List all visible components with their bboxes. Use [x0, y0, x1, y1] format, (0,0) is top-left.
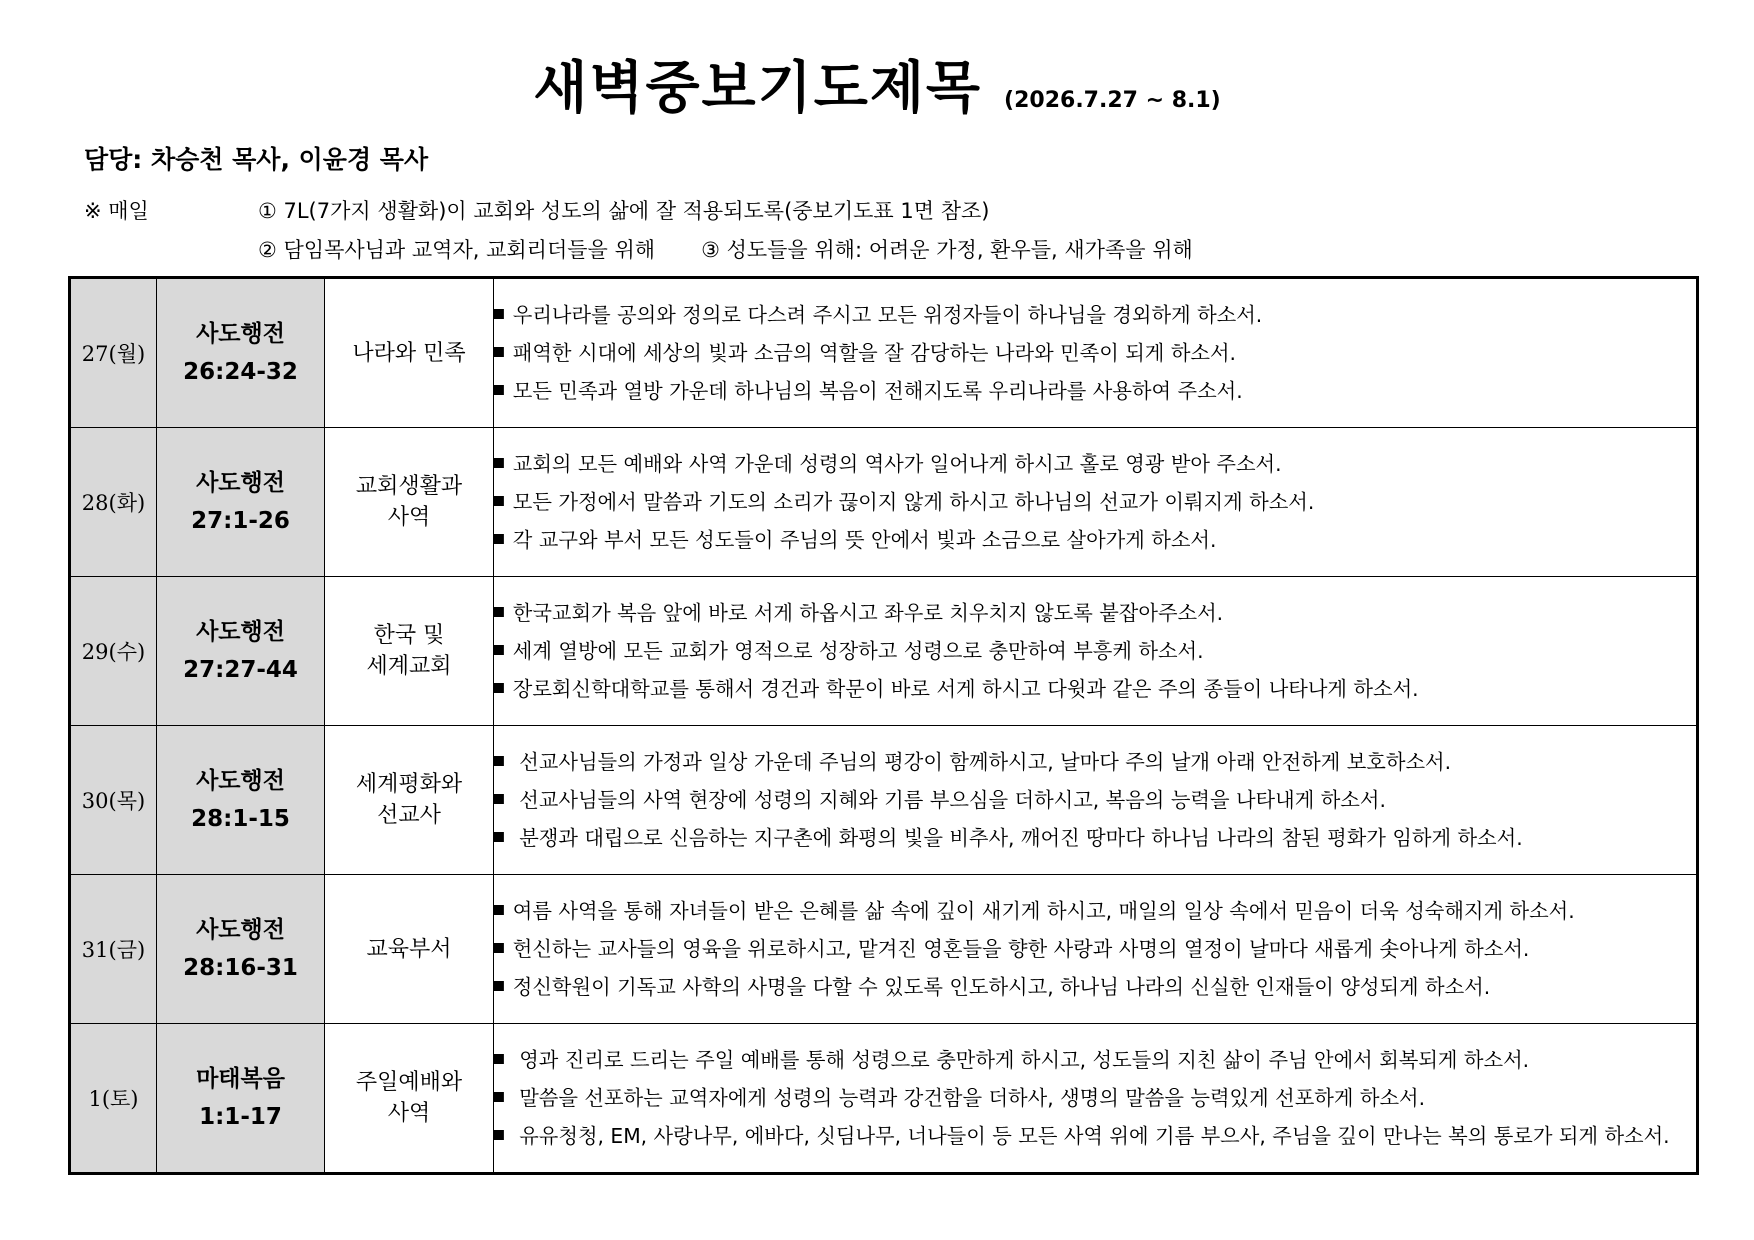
daily-line-1	[258, 195, 989, 225]
square-bullet-icon	[494, 1130, 504, 1140]
prayer-item-text: 영과 진리로 드리는 주일 예배를 통해 성령으로 충만하게 하시고, 성도들의 지친 삶이 주님 안에서 회복되게 하소서.	[512, 1048, 1530, 1072]
topic-cell	[325, 278, 494, 428]
prayer-item-text: 말씀을 선포하는 교역자에게 성령의 능력과 강건함을 더하사, 생명의 말씀을 능력있게 선포하게 하소서.	[512, 1086, 1426, 1110]
prayer-item	[494, 632, 1682, 670]
topic-cell	[325, 577, 494, 726]
day-cell: 31(금)	[70, 875, 157, 1024]
prayer-item	[494, 372, 1682, 410]
prayer-item	[494, 483, 1682, 521]
prayer-item	[494, 445, 1682, 483]
topic-cell	[325, 1024, 494, 1174]
topic-line-1: 주일예배와	[355, 1070, 463, 1095]
prayer-item	[494, 892, 1682, 930]
square-bullet-icon	[494, 905, 504, 915]
prayer-items-cell	[494, 1024, 1698, 1174]
topic-cell	[325, 875, 494, 1024]
prayer-item-text: 우리나라를 공의와 정의로 다스려 주시고 모든 위정자들이 하나님을 경외하게 하소서.	[512, 303, 1263, 327]
pastors-in-charge: 담당: 차승천 목사, 이윤경 목사	[84, 145, 429, 174]
square-bullet-icon	[494, 496, 504, 506]
scripture-cell	[157, 278, 325, 428]
topic-line-2: 선교사	[377, 803, 441, 828]
page-header	[0, 44, 1754, 124]
square-bullet-icon	[494, 1092, 504, 1102]
scripture-reference: 26:24-32	[183, 359, 298, 385]
table-row	[70, 1024, 1698, 1174]
prayer-item	[494, 296, 1682, 334]
prayer-item-text: 교회의 모든 예배와 사역 가운데 성령의 역사가 일어나게 하시고 홀로 영광 받아 주소서.	[512, 452, 1282, 476]
square-bullet-icon	[494, 794, 504, 804]
daily-label: ※ 매일	[84, 199, 149, 223]
square-bullet-icon	[494, 1054, 504, 1064]
prayer-item-text: 패역한 시대에 세상의 빛과 소금의 역할을 잘 감당하는 나라와 민족이 되게 하소서.	[512, 341, 1236, 365]
scripture-cell	[157, 875, 325, 1024]
prayer-item-text: 세계 열방에 모든 교회가 영적으로 성장하고 성령으로 충만하여 부흥케 하소서.	[512, 639, 1204, 663]
prayer-item-text: 선교사님들의 사역 현장에 성령의 지혜와 기름 부으심을 더하시고, 복음의 능력을 나타내게 하소서.	[512, 788, 1386, 812]
table-row	[70, 278, 1698, 428]
scripture-reference: 1:1-17	[199, 1104, 282, 1130]
square-bullet-icon	[494, 683, 504, 693]
square-bullet-icon	[494, 645, 504, 655]
day-cell: 27(월)	[70, 278, 157, 428]
table-row	[70, 726, 1698, 875]
prayer-items-cell	[494, 726, 1698, 875]
prayer-item-text: 모든 가정에서 말씀과 기도의 소리가 끊이지 않게 하시고 하나님의 선교가 이뤄지게 하소서.	[512, 490, 1315, 514]
square-bullet-icon	[494, 458, 504, 468]
table-row	[70, 577, 1698, 726]
square-bullet-icon	[494, 309, 504, 319]
topic-line-2: 사역	[387, 505, 431, 530]
prayer-item-text: 분쟁과 대립으로 신음하는 지구촌에 화평의 빛을 비추사, 깨어진 땅마다 하나님 나라의 참된 평화가 임하게 하소서.	[512, 826, 1523, 850]
prayer-items-cell	[494, 577, 1698, 726]
scripture-book: 마태복음	[196, 1066, 285, 1092]
daily-item-3: ③ 성도들을 위해: 어려운 가정, 환우들, 새가족을 위해	[701, 238, 1193, 262]
prayer-table-body	[70, 278, 1698, 1174]
topic-line-1: 세계평화와	[355, 772, 463, 797]
prayer-items-cell	[494, 875, 1698, 1024]
scripture-reference: 28:1-15	[191, 806, 290, 832]
prayer-item-text: 한국교회가 복음 앞에 바로 서게 하옵시고 좌우로 치우치지 않도록 붙잡아주소서.	[512, 601, 1224, 625]
prayer-schedule-table	[68, 276, 1699, 1175]
scripture-book: 사도행전	[196, 768, 285, 794]
square-bullet-icon	[494, 832, 504, 842]
prayer-item	[494, 1117, 1682, 1155]
square-bullet-icon	[494, 981, 504, 991]
topic-line-1: 나라와 민족	[352, 340, 466, 366]
prayer-item	[494, 334, 1682, 372]
prayer-item	[494, 819, 1682, 857]
prayer-item	[494, 521, 1682, 559]
topic-line-1: 한국 및	[373, 623, 445, 648]
prayer-item-text: 여름 사역을 통해 자녀들이 받은 은혜를 삶 속에 깊이 새기게 하시고, 매일의 일상 속에서 믿음이 더욱 성숙해지게 하소서.	[512, 899, 1575, 923]
topic-line-1: 교회생활과	[355, 474, 463, 499]
prayer-item-text: 각 교구와 부서 모든 성도들이 주님의 뜻 안에서 빛과 소금으로 살아가게 하소서.	[512, 528, 1217, 552]
scripture-cell	[157, 428, 325, 577]
topic-line-2: 사역	[387, 1101, 431, 1126]
prayer-item	[494, 670, 1682, 708]
scripture-cell	[157, 577, 325, 726]
daily-item-1: ① 7L(7가지 생활화)이 교회와 성도의 삶에 잘 적용되도록(중보기도표 1면 참조)	[258, 199, 990, 223]
prayer-item-text: 선교사님들의 가정과 일상 가운데 주님의 평강이 함께하시고, 날마다 주의 날개 아래 안전하게 보호하소서.	[512, 750, 1452, 774]
prayer-item-text: 모든 민족과 열방 가운데 하나님의 복음이 전해지도록 우리나라를 사용하여 주소서.	[512, 379, 1243, 403]
day-cell: 30(목)	[70, 726, 157, 875]
prayer-item	[494, 930, 1682, 968]
scripture-reference: 28:16-31	[183, 955, 298, 981]
prayer-item	[494, 594, 1682, 632]
prayer-item	[494, 1079, 1682, 1117]
square-bullet-icon	[494, 756, 504, 766]
scripture-reference: 27:1-26	[191, 508, 290, 534]
prayer-item	[494, 743, 1682, 781]
page-title: 새벽중보기도제목	[533, 56, 983, 121]
scripture-book: 사도행전	[196, 321, 285, 347]
topic-line-1: 교육부서	[366, 936, 452, 962]
prayer-item-text: 정신학원이 기독교 사학의 사명을 다할 수 있도록 인도하시고, 하나님 나라의 신실한 인재들이 양성되게 하소서.	[512, 975, 1491, 999]
square-bullet-icon	[494, 534, 504, 544]
day-cell: 28(화)	[70, 428, 157, 577]
prayer-item	[494, 968, 1682, 1006]
day-cell: 29(수)	[70, 577, 157, 726]
scripture-book: 사도행전	[196, 917, 285, 943]
scripture-reference: 27:27-44	[183, 657, 298, 683]
topic-cell	[325, 428, 494, 577]
scripture-cell	[157, 726, 325, 875]
scripture-book: 사도행전	[196, 619, 285, 645]
topic-cell	[325, 726, 494, 875]
square-bullet-icon	[494, 943, 504, 953]
square-bullet-icon	[494, 347, 504, 357]
prayer-items-cell	[494, 278, 1698, 428]
square-bullet-icon	[494, 607, 504, 617]
prayer-item-text: 헌신하는 교사들의 영육을 위로하시고, 맡겨진 영혼들을 향한 사랑과 사명의 열정이 날마다 새롭게 솟아나게 하소서.	[512, 937, 1530, 961]
scripture-book: 사도행전	[196, 470, 285, 496]
day-cell: 1(토)	[70, 1024, 157, 1174]
daily-line-2	[258, 234, 1193, 264]
daily-item-2: ② 담임목사님과 교역자, 교회리더들을 위해	[258, 238, 656, 262]
date-range: (2026.7.27 ~ 8.1)	[1004, 88, 1221, 113]
table-row	[70, 428, 1698, 577]
square-bullet-icon	[494, 385, 504, 395]
prayer-item	[494, 1041, 1682, 1079]
prayer-item	[494, 781, 1682, 819]
scripture-cell	[157, 1024, 325, 1174]
prayer-item-text: 유유청청, EM, 사랑나무, 에바다, 싯딤나무, 너나들이 등 모든 사역 위에 기름 부으사, 주님을 깊이 만나는 복의 통로가 되게 하소서.	[512, 1124, 1670, 1148]
prayer-item-text: 장로회신학대학교를 통해서 경건과 학문이 바로 서게 하시고 다윗과 같은 주의 종들이 나타나게 하소서.	[512, 677, 1419, 701]
prayer-items-cell	[494, 428, 1698, 577]
topic-line-2: 세계교회	[366, 654, 452, 679]
table-row	[70, 875, 1698, 1024]
